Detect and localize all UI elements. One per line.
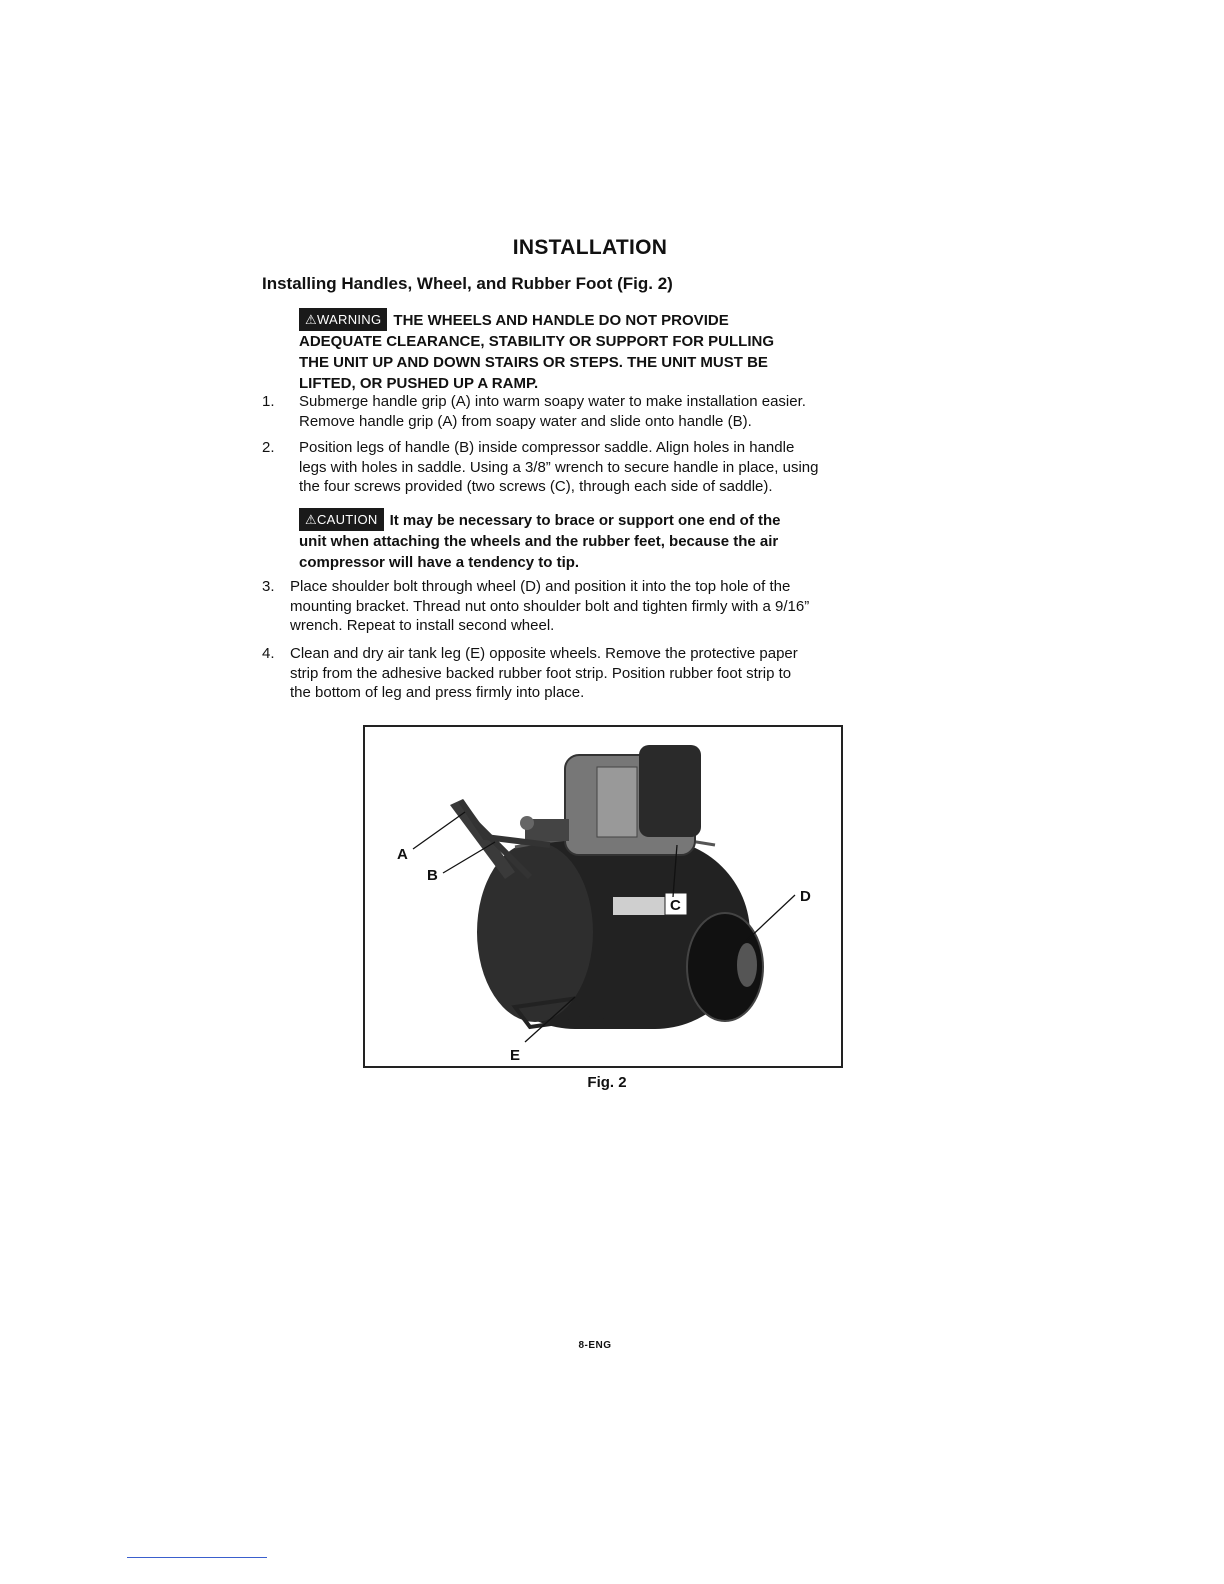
warning-line: THE WHEELS AND HANDLE DO NOT PROVIDE	[393, 312, 729, 329]
label-d: D	[800, 888, 811, 905]
caution-notice	[299, 508, 899, 573]
gauge-icon	[520, 816, 534, 830]
step-line: Clean and dry air tank leg (E) opposite wheels. Remove the protective paper	[290, 645, 798, 662]
brand-decal	[613, 897, 673, 915]
figure-caption: Fig. 2	[587, 1074, 627, 1091]
step-text	[290, 644, 798, 703]
step-text	[290, 577, 809, 636]
leader-line-d	[745, 895, 795, 942]
leader-line-a	[413, 812, 465, 849]
label-e: E	[510, 1047, 521, 1064]
step-text	[299, 438, 818, 497]
step-line: strip from the adhesive backed rubber foot strip. Position rubber foot strip to	[290, 664, 792, 682]
step-text	[299, 392, 806, 431]
section-heading: Installing Handles, Wheel, and Rubber Foot (Fig. 2)	[262, 274, 673, 293]
step-line: the four screws provided (two screws (C), through each side of saddle).	[299, 478, 773, 495]
label-a: A	[397, 846, 408, 863]
step-line: Submerge handle grip (A) into warm soapy water to make installation easier.	[299, 393, 806, 410]
step-line: the bottom of leg and press firmly into place.	[290, 684, 585, 701]
page-title: INSTALLATION	[512, 236, 668, 259]
step-number: 3.	[262, 578, 275, 595]
step-line: Position legs of handle (B) inside compressor saddle. Align holes in handle	[299, 439, 795, 456]
warning-line: LIFTED, OR PUSHED UP A RAMP.	[299, 375, 539, 392]
tank-end-cap	[477, 842, 593, 1022]
caution-line: It may be necessary to brace or support one end of the	[389, 512, 781, 529]
compressor-label-panel	[597, 767, 637, 837]
air-compressor-illustration	[365, 727, 841, 1066]
step-line: Place shoulder bolt through wheel (D) and position it into the top hole of the	[290, 578, 791, 595]
caution-line: compressor will have a tendency to tip.	[299, 554, 580, 571]
wheel-hub	[737, 943, 757, 987]
label-b: B	[427, 867, 438, 884]
caution-line: unit when attaching the wheels and the rubber feet, because the air	[299, 533, 779, 550]
warning-badge: ⚠WARNING	[299, 308, 387, 331]
step-line: mounting bracket. Thread nut onto shoulder bolt and tighten firmly with a 9/16”	[290, 597, 810, 615]
figure-2	[363, 725, 843, 1068]
step-number: 1.	[262, 393, 275, 410]
warning-notice	[299, 308, 879, 394]
caution-badge: ⚠CAUTION	[299, 508, 384, 531]
motor-cover	[639, 745, 701, 837]
step-line: Remove handle grip (A) from soapy water and slide onto handle (B).	[299, 412, 752, 430]
warning-line: THE UNIT UP AND DOWN STAIRS OR STEPS. THE UNIT MUST BE	[299, 354, 768, 371]
label-c: C	[670, 897, 681, 914]
step-line: wrench. Repeat to install second wheel.	[290, 617, 555, 634]
page-number: 8-ENG	[578, 1340, 612, 1351]
step-number: 4.	[262, 645, 275, 662]
leader-line-b	[443, 842, 495, 873]
step-number: 2.	[262, 439, 275, 456]
warning-line: ADEQUATE CLEARANCE, STABILITY OR SUPPORT FOR PULLING	[299, 333, 775, 350]
footer-rule	[127, 1557, 267, 1558]
step-line: legs with holes in saddle. Using a 3/8” wrench to secure handle in place, using	[299, 458, 819, 476]
